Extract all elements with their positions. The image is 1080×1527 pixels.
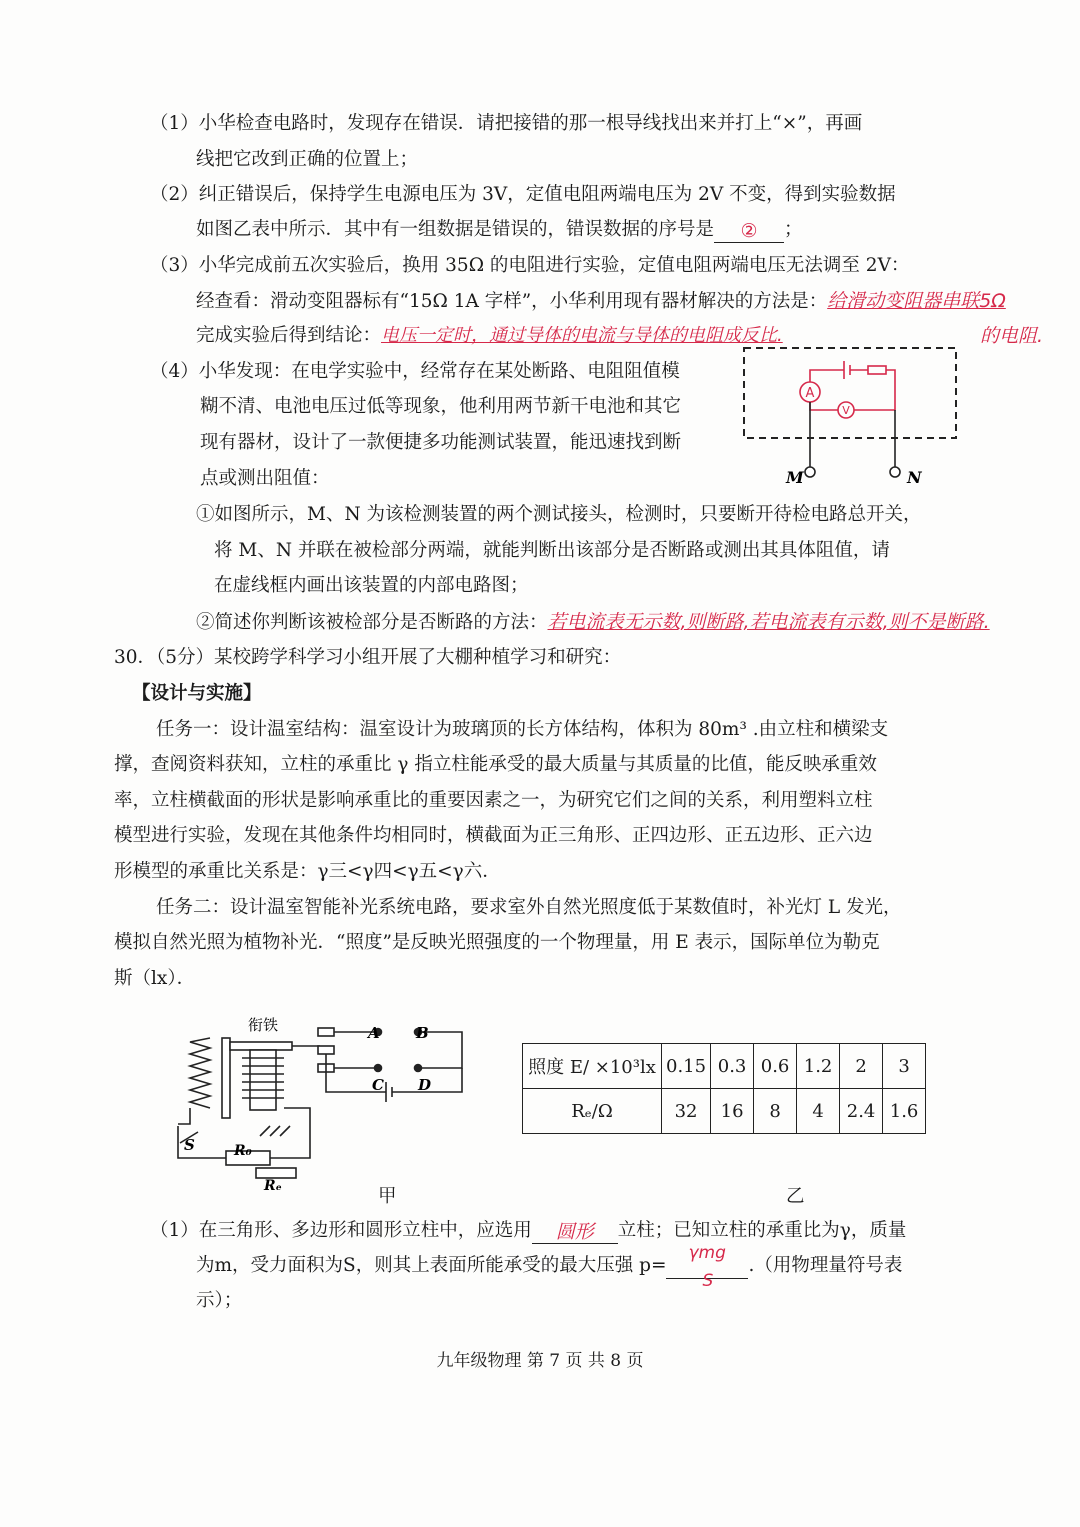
table-cell: 16 — [711, 1089, 754, 1134]
relay-circuit-figure — [170, 1008, 470, 1198]
q30-task1-line1: 任务一：设计温室结构：温室设计为玻璃顶的长方体结构，体积为 80m³ .由立柱和横梁支 — [156, 719, 889, 740]
q29-p2-answer-blank — [714, 218, 784, 243]
q29-p4-line2: 糊不清、电池电压过低等现象，他利用两节新干电池和其它 — [200, 396, 682, 417]
photoresistor-icon — [256, 1168, 296, 1178]
label-armature: 衔铁 — [248, 1016, 279, 1034]
q29-p3-line1: （3）小华完成前五次实验后，换用 35Ω 的电阻进行实验，定值电阻两端电压无法调至 2V： — [150, 255, 910, 276]
q30-task2-line3: 斯（lx）． — [114, 968, 196, 989]
q30-p1-line2 — [196, 1243, 903, 1291]
figure-jia-caption: 甲 — [378, 1186, 397, 1207]
q30-task1-line4: 模型进行实验，发现在其他条件均相同时，横截面为正三角形、正四边形、正五边形、正六边 — [114, 825, 873, 846]
q29-p2-answer: ② — [740, 220, 758, 242]
q30-task1-line3: 率，立柱横截面的形状是影响承重比的重要因素之一，为研究它们之间的关系，利用塑料立柱 — [114, 790, 873, 811]
q29-p3-conclusion-label: 完成实验后得到结论： — [196, 325, 382, 346]
label-a: A — [368, 1024, 380, 1042]
terminal-m — [805, 467, 815, 477]
q30-p1-formula-denominator: S — [702, 1271, 714, 1291]
q30-p1-question-d: .（用物理量符号表 — [748, 1255, 903, 1276]
voltmeter-label: V — [842, 404, 850, 417]
label-d: D — [418, 1076, 432, 1094]
table-header-illuminance: 照度 E/ ×10³lx — [523, 1044, 662, 1089]
table-cell: 2 — [840, 1044, 883, 1089]
label-b: B — [416, 1024, 429, 1042]
spring-icon — [190, 1038, 210, 1108]
q30-p1-formula-numerator: γmg — [688, 1243, 726, 1263]
q29-p4-sub1-line2: 将 M、N 并联在被检部分两端，就能判断出该部分是否断路或测出其具体阻值，请 — [214, 540, 890, 561]
table-cell: 3 — [883, 1044, 926, 1089]
page-footer: 九年级物理 第 7 页 共 8 页 — [436, 1351, 644, 1371]
table-row-resistance — [523, 1089, 926, 1134]
q30-p1-question-b: 立柱；已知立柱的承重比为γ，质量 — [617, 1220, 907, 1241]
q30-p1-formula-blank — [666, 1243, 748, 1291]
q29-p2-end: ； — [784, 219, 803, 240]
ammeter-label: A — [805, 386, 815, 401]
q29-p1-line1: （1）小华检查电路时，发现存在错误．请把接错的那一根导线找出来并打上“×”，再画 — [150, 113, 863, 134]
q30-p1-answer-shape: 圆形 — [555, 1221, 594, 1243]
q29-p4-sub2-question: ②简述你判断该被检部分是否断路的方法： — [196, 612, 548, 633]
q29-p3-conclusion: 电压一定时，通过导体的电流与导体的电阻成反比. — [381, 325, 783, 346]
q29-p3-answer1-continued: 的电阻. — [980, 325, 1044, 347]
label-n: N — [907, 468, 922, 487]
table-cell: 1.2 — [797, 1044, 840, 1089]
label-re: Rₑ — [264, 1178, 282, 1194]
q30-p1-question-c: 为m，受力面积为S，则其上表面所能承受的最大压强 p= — [196, 1255, 667, 1276]
table-header-resistance: Rₑ/Ω — [523, 1089, 662, 1134]
q29-p3-line3 — [196, 323, 783, 349]
q30-section-title: 【设计与实施】 — [132, 683, 262, 704]
q30-p1-line3: 示）； — [196, 1290, 243, 1311]
q29-p2-line1: （2）纠正错误后，保持学生电源电压为 3V，定值电阻两端电压为 2V 不变，得到实验数据 — [150, 184, 896, 205]
q29-p3-question: 经查看：滑动变阻器标有“15Ω 1A 字样”，小华利用现有器材解决的方法是： — [196, 291, 828, 312]
label-s: S — [184, 1136, 195, 1154]
table-cell: 2.4 — [840, 1089, 883, 1134]
q30-p1-answer-blank — [532, 1219, 618, 1244]
test-device-figure — [740, 340, 960, 490]
q29-p3-answer1: 给滑动变阻器串联5Ω — [827, 290, 1006, 312]
q30-task2-line1: 任务二：设计温室智能补光系统电路，要求室外自然光照度低于某数值时，补光灯 L 发光， — [156, 897, 902, 918]
q29-p2-line2 — [196, 217, 803, 243]
q30-task1-line2: 撑，查阅资料获知，立柱的承重比 γ 指立柱能承受的最大质量与其质量的比值，能反映承重效 — [114, 754, 877, 775]
table-cell: 0.6 — [754, 1044, 797, 1089]
q29-p2-question: 如图乙表中所示．其中有一组数据是错误的，错误数据的序号是 — [196, 219, 715, 240]
table-cell: 8 — [754, 1089, 797, 1134]
table-cell: 4 — [797, 1089, 840, 1134]
table-row-illuminance — [523, 1044, 926, 1089]
q30-task2-line2: 模拟自然光照为植物补光．“照度”是反映光照强度的一个物理量，用 E 表示，国际单位为勒克 — [114, 932, 880, 953]
label-r0: R₀ — [234, 1143, 252, 1159]
label-c: C — [372, 1076, 384, 1094]
illuminance-table — [522, 1043, 926, 1134]
table-yi-caption: 乙 — [786, 1186, 805, 1207]
q29-p4-sub2-answer: 若电流表无示数,则断路,若电流表有示数,则不是断路. — [547, 611, 990, 633]
table-cell: 1.6 — [883, 1089, 926, 1134]
table-cell: 0.15 — [662, 1044, 711, 1089]
q29-p1-line2: 线把它改到正确的位置上； — [196, 149, 419, 170]
q30-p1-line1 — [150, 1218, 906, 1244]
q29-p4-line3: 现有器材，设计了一款便捷多功能测试装置，能迅速找到断 — [200, 432, 682, 453]
label-m: M — [786, 468, 804, 487]
q30-task1-line5: 形模型的承重比关系是：γ三<γ四<γ五<γ六． — [114, 861, 501, 882]
q29-p4-sub1-line1: ①如图所示，M、N 为该检测装置的两个测试接头，检测时，只要断开待检电路总开关， — [196, 504, 922, 525]
dashed-box — [744, 348, 956, 438]
q29-p4-sub1-line3: 在虚线框内画出该装置的内部电路图； — [214, 575, 529, 596]
q30-p1-question-a: （1）在三角形、多边形和圆形立柱中，应选用 — [150, 1220, 532, 1241]
table-cell: 32 — [662, 1089, 711, 1134]
terminal-n — [890, 467, 900, 477]
q30-heading: 30．（5分）某校跨学科学习小组开展了大棚种植学习和研究： — [114, 647, 622, 668]
q29-p4-sub2 — [196, 609, 990, 636]
q29-p4-line1: （4）小华发现：在电学实验中，经常存在某处断路、电阻阻值模 — [150, 361, 680, 382]
q29-p3-line2 — [196, 288, 1006, 315]
q29-p4-line4: 点或测出阻值： — [200, 468, 330, 489]
armature-icon — [230, 1042, 292, 1050]
table-cell: 0.3 — [711, 1044, 754, 1089]
